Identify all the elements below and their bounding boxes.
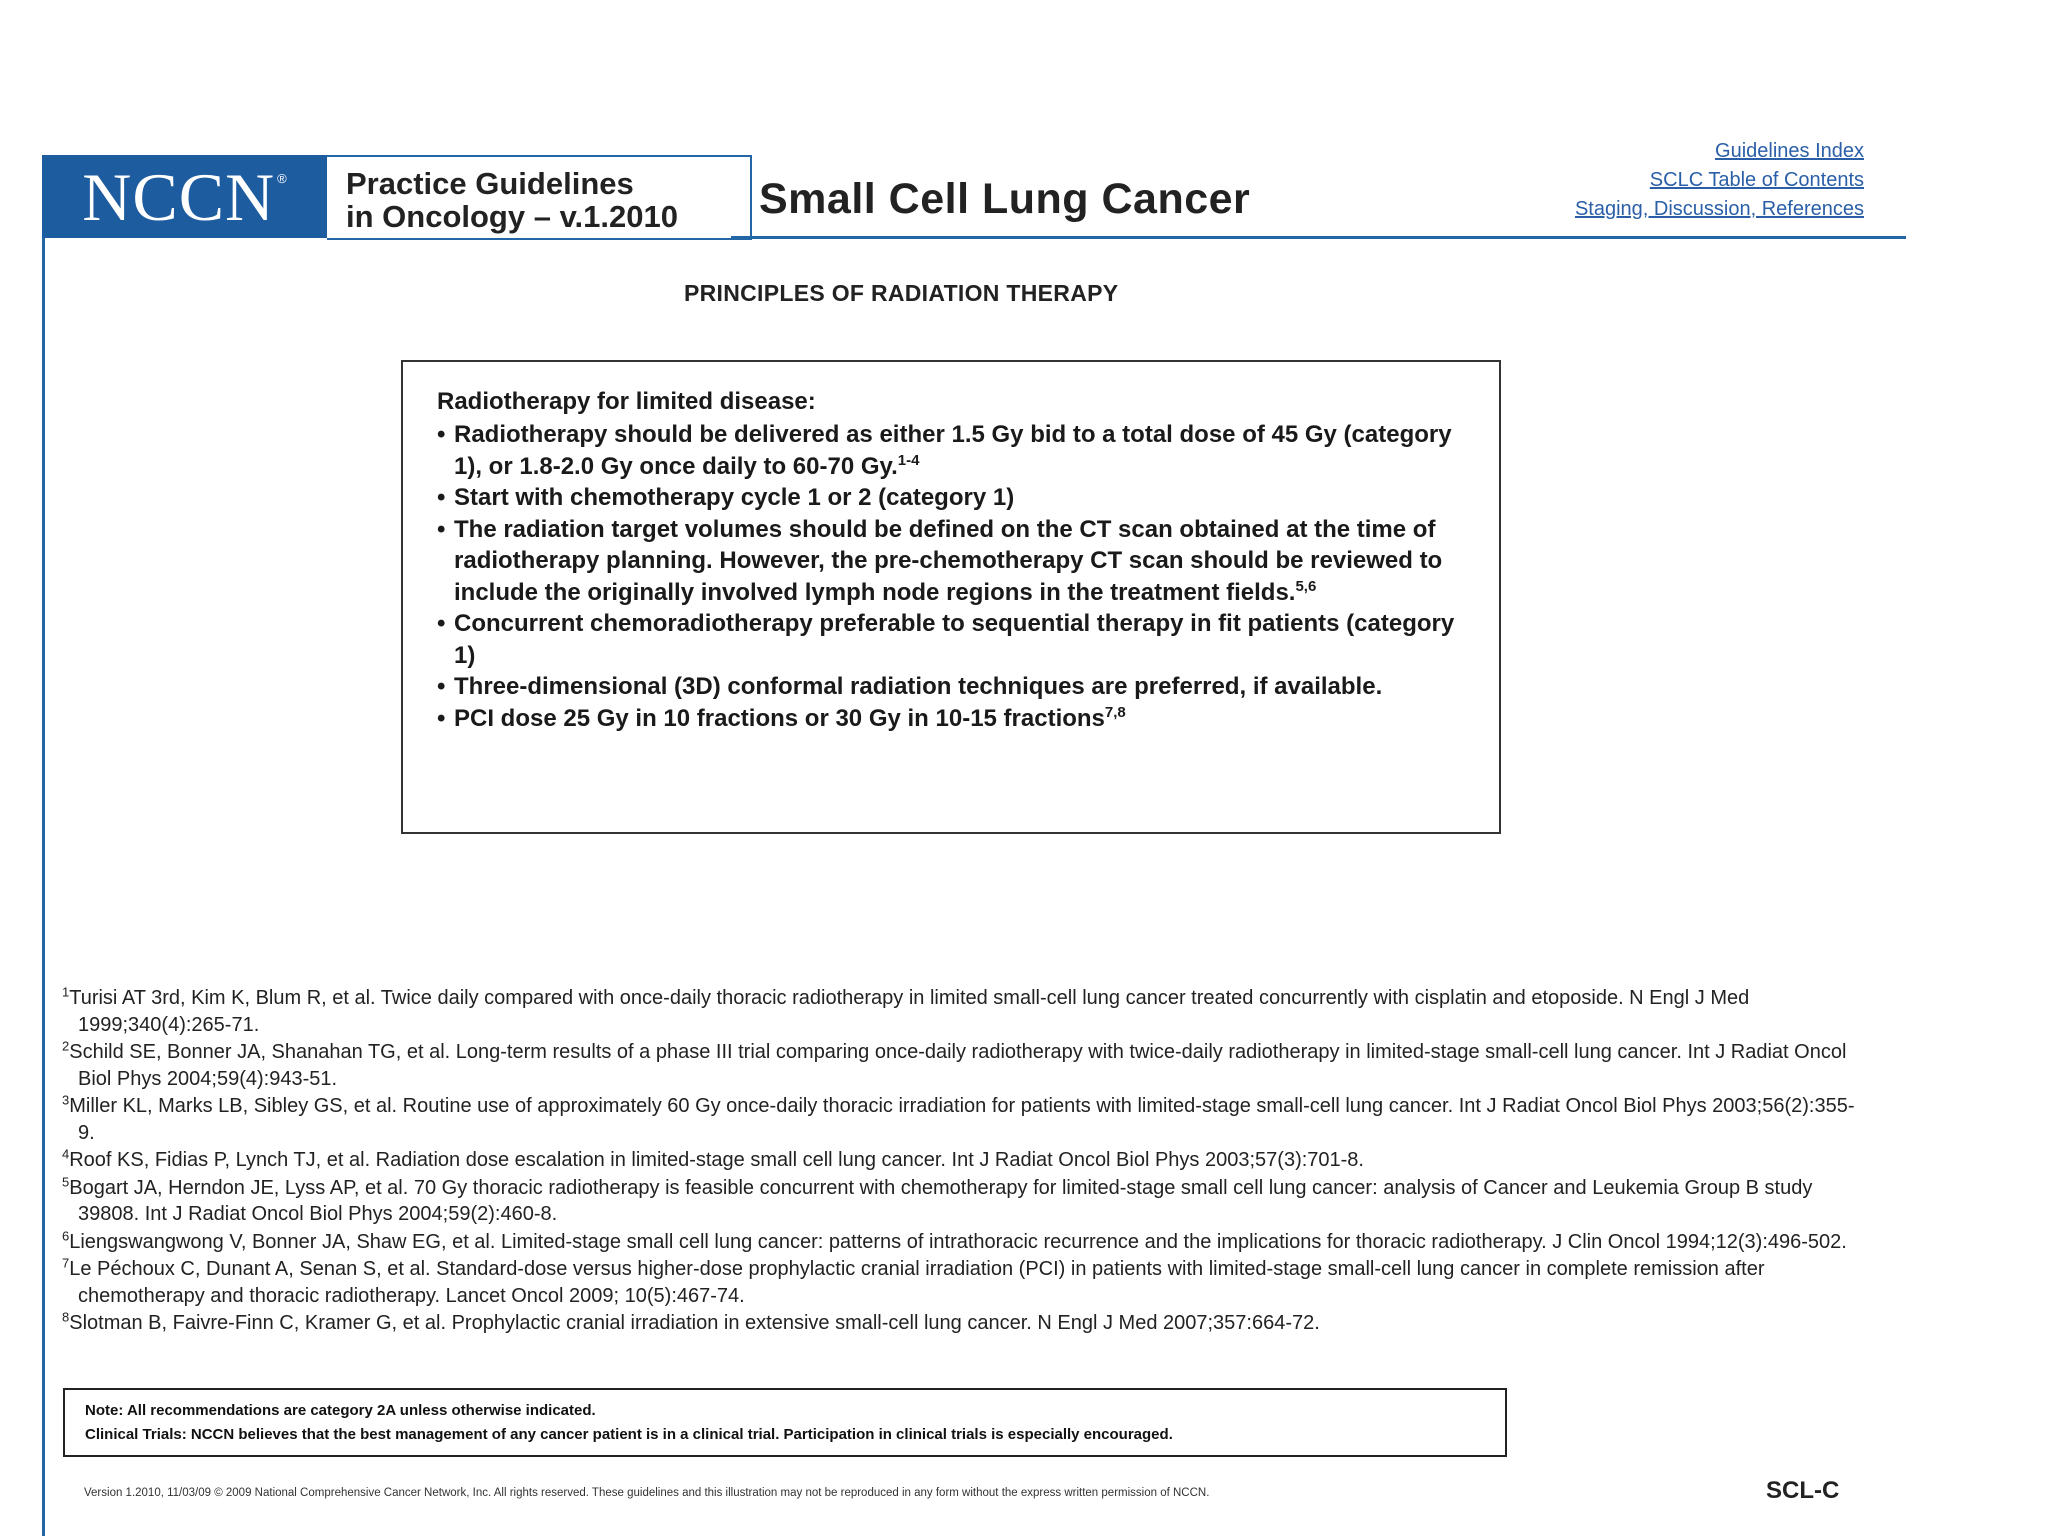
nccn-logo — [42, 155, 327, 238]
list-item: • PCI dose 25 Gy in 10 fractions or 30 Gy in 10-15 fractions$^{7,8}$ — [437, 703, 1467, 735]
reference-item: $^7$Le Péchoux C, Dunant A, Senan S, et al. Standard-dose versus higher-dose prophylactic cranial irradiation (PCI) in patients with limited-stage small-cell lung cancer in complete remission after chemotherapy and thoracic radiotherapy. Lancet Oncol 2009; 10(5):467-74. — [62, 1255, 1765, 1307]
page-code: SCL-C — [1766, 1477, 1840, 1504]
copyright-footer: Version 1.2010, 11/03/09 © 2009 National Comprehensive Cancer Network, Inc. All rights reserved. These guidelines and this illustration may not be reproduced in any form without the express written permission of NCCN. — [84, 1487, 1210, 1499]
list-item: • Concurrent chemoradiotherapy preferable to sequential therapy in fit patients (category 1) — [437, 608, 1467, 671]
page-left-rule — [42, 157, 45, 1536]
radiotherapy-list — [437, 419, 1467, 734]
logo-registered-mark: ® — [277, 171, 287, 186]
document-title: Small Cell Lung Cancer — [759, 175, 1251, 223]
list-item: • Three-dimensional (3D) conformal radiation techniques are preferred, if available. — [437, 671, 1467, 703]
reference-item: $^2$Schild SE, Bonner JA, Shanahan TG, et al. Long-term results of a phase III trial comparing once-daily radiotherapy with twice-daily radiotherapy in limited-stage small-cell lung cancer. Int J Radiat Oncol Biol Phys 2004;59(4):943-51. — [62, 1038, 1847, 1090]
practice-guidelines-box — [327, 155, 752, 240]
note-line: Note: All recommendations are category 2A unless otherwise indicated. — [85, 1402, 596, 1419]
references-list — [62, 985, 1862, 1338]
reference-item: $^8$Slotman B, Faivre-Finn C, Kramer G, et al. Prophylactic cranial irradiation in extensive small-cell lung cancer. N Engl J Med 2007;357:664-72. — [62, 1309, 1320, 1334]
top-navigation-links — [1575, 137, 1864, 224]
list-item: • The radiation target volumes should be defined on the CT scan obtained at the time of radiotherapy planning. However, the pre-chemotherapy CT scan should be reviewed to include the originally involved lymph node regions in the treatment fields.$^{5,6}$ — [437, 514, 1467, 609]
reference-item: $^6$Liengswangwong V, Bonner JA, Shaw EG, et al. Limited-stage small cell lung cancer: patterns of intrathoracic recurrence and the implications for thoracic radiotherapy. J Clin Oncol 1994;12(3):496-502. — [62, 1227, 1847, 1253]
header-underline — [731, 236, 1906, 239]
reference-item: $^3$Miller KL, Marks LB, Sibley GS, et al. Routine use of approximately 60 Gy once-daily thoracic irradiation for patients with limited-stage small-cell lung cancer. Int J Radiat Oncol Biol Phys 2003;56(2):355-9. — [62, 1092, 1855, 1144]
note-box — [63, 1388, 1507, 1457]
list-item: • Radiotherapy should be delivered as either 1.5 Gy bid to a total dose of 45 Gy (category 1), or 1.8-2.0 Gy once daily to 60-70 Gy.$^{1-4}$ — [437, 419, 1467, 482]
reference-item: $^5$Bogart JA, Herndon JE, Lyss AP, et al. 70 Gy thoracic radiotherapy is feasible concurrent with chemotherapy for limited-stage small cell lung cancer: analysis of Cancer and Leukemia Group B study 39808. Int J Radiat Oncol Biol Phys 2004;59(2):460-8. — [62, 1173, 1813, 1225]
guideline-line-1: Practice Guidelines — [346, 166, 634, 201]
reference-item: $^4$Roof KS, Fidias P, Lynch TJ, et al. Radiation dose escalation in limited-stage small cell lung cancer. Int J Radiat Oncol Biol Phys 2003;57(3):701-8. — [62, 1146, 1364, 1171]
list-item: • Start with chemotherapy cycle 1 or 2 (category 1) — [437, 482, 1467, 514]
radiotherapy-box — [401, 360, 1501, 834]
clinical-trials-line: Clinical Trials: NCCN believes that the best management of any cancer patient is in a clinical trial. Participation in clinical trials is especially encouraged. — [85, 1426, 1173, 1443]
guidelines-index-link[interactable]: Guidelines Index — [1715, 140, 1864, 162]
staging-discussion-references-link[interactable]: Staging, Discussion, References — [1574, 198, 1864, 220]
sclc-toc-link[interactable]: SCLC Table of Contents — [1649, 169, 1864, 191]
reference-item: $^1$Turisi AT 3rd, Kim K, Blum R, et al. Twice daily compared with once-daily thoracic radiotherapy in limited small-cell lung cancer treated concurrently with cisplatin and etoposide. N Engl J Med 1999;340(4):265-71. — [62, 984, 1750, 1036]
logo-text: NCCN — [82, 158, 276, 235]
guideline-line-2: in Oncology – v.1.2010 — [346, 199, 678, 234]
radiotherapy-intro: Radiotherapy for limited disease: — [437, 388, 816, 415]
section-heading: PRINCIPLES OF RADIATION THERAPY — [684, 280, 1119, 306]
page-header — [42, 140, 1906, 239]
